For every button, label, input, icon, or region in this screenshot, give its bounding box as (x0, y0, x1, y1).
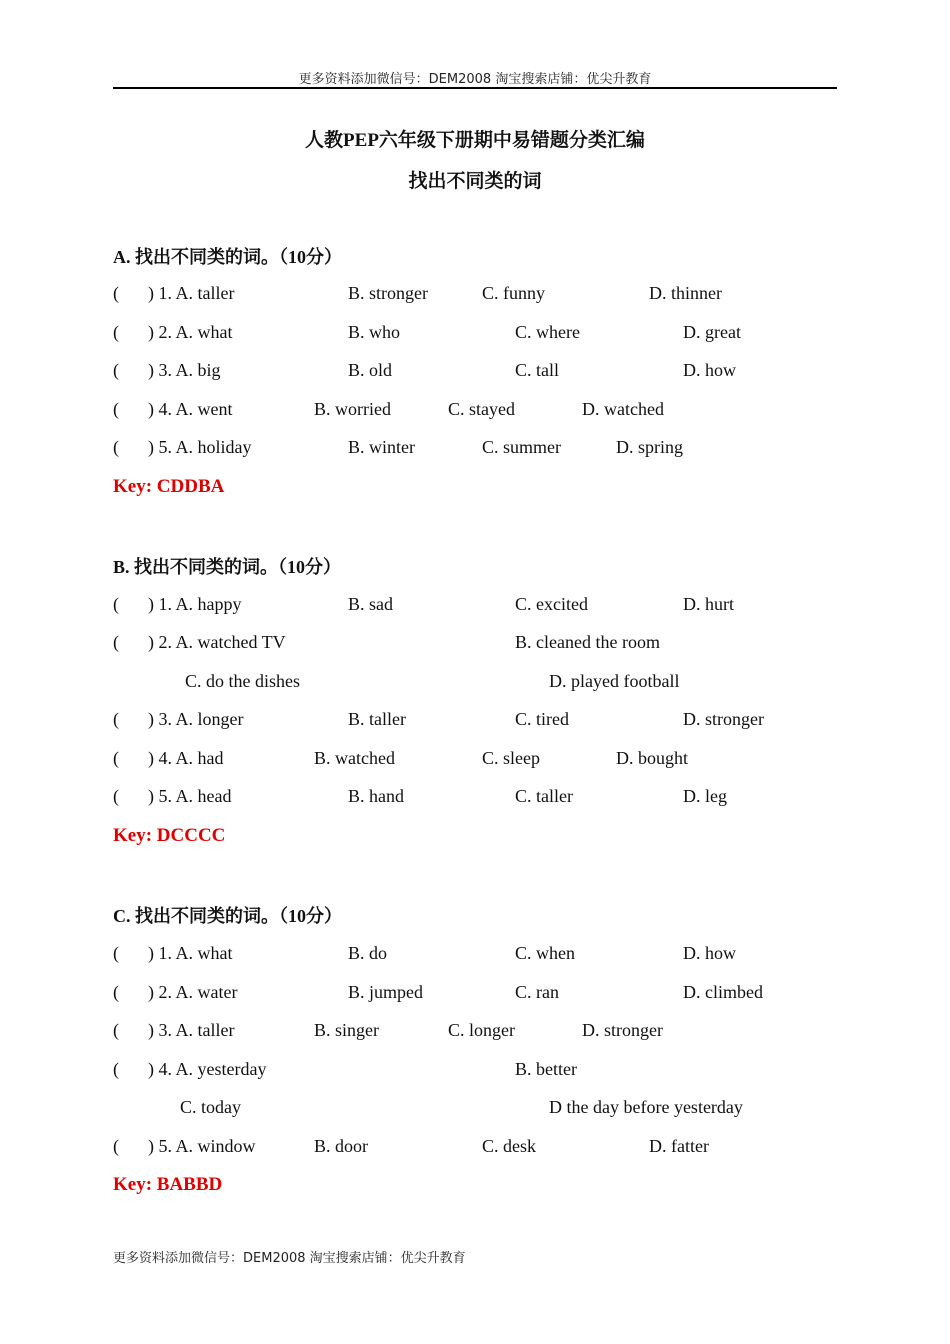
option-b: B. sad (348, 594, 393, 614)
option-b: B. better (515, 1059, 577, 1079)
answer-paren[interactable]: ( (113, 786, 119, 806)
option-d: D. spring (616, 437, 683, 457)
option-a: ) 2. A. water (148, 982, 238, 1002)
option-d: D. great (683, 322, 741, 342)
option-c: C. taller (515, 786, 573, 806)
option-b: B. door (314, 1136, 368, 1156)
option-a: ) 4. A. had (148, 748, 224, 768)
option-d: D. how (683, 360, 736, 380)
option-c: C. tall (515, 360, 559, 380)
section-c-heading: C. 找出不同类的词。（10分） (113, 906, 342, 926)
option-c: C. when (515, 943, 575, 963)
page-header: 更多资料添加微信号：DEM2008 淘宝搜索店铺：优尖升教育 (298, 72, 652, 87)
answer-paren[interactable]: ( (113, 360, 119, 380)
option-d: D. climbed (683, 982, 763, 1002)
answer-paren[interactable]: ( (113, 399, 119, 419)
page-footer: 更多资料添加微信号：DEM2008 淘宝搜索店铺：优尖升教育 (113, 1251, 466, 1266)
option-c: C. excited (515, 594, 588, 614)
option-d: D. played football (549, 671, 680, 691)
option-b: B. hand (348, 786, 404, 806)
option-a: ) 5. A. window (148, 1136, 256, 1156)
option-c: C. sleep (482, 748, 540, 768)
option-c: C. do the dishes (185, 671, 300, 691)
option-d: D. fatter (649, 1136, 709, 1156)
answer-paren[interactable]: ( (113, 943, 119, 963)
option-a: ) 2. A. what (148, 322, 233, 342)
option-d: D. stronger (582, 1020, 663, 1040)
option-c: C. today (180, 1097, 241, 1117)
option-c: C. funny (482, 283, 545, 303)
option-c: C. stayed (448, 399, 515, 419)
option-a: ) 1. A. what (148, 943, 233, 963)
answer-paren[interactable]: ( (113, 437, 119, 457)
option-d: D. thinner (649, 283, 722, 303)
option-c: C. longer (448, 1020, 515, 1040)
option-b: B. jumped (348, 982, 423, 1002)
option-b: B. singer (314, 1020, 379, 1040)
option-b: B. winter (348, 437, 415, 457)
document-subtitle: 找出不同类的词 (408, 171, 542, 192)
option-a: ) 4. A. went (148, 399, 233, 419)
option-b: B. do (348, 943, 388, 963)
option-d: D the day before yesterday (549, 1097, 743, 1117)
option-c: C. where (515, 322, 580, 342)
option-c: C. ran (515, 982, 559, 1002)
option-d: D. stronger (683, 709, 764, 729)
option-b: B. worried (314, 399, 391, 419)
option-b: B. cleaned the room (515, 632, 660, 652)
answer-paren[interactable]: ( (113, 1059, 119, 1079)
header-rule (113, 87, 837, 89)
option-b: B. who (348, 322, 401, 342)
option-b: B. stronger (348, 283, 428, 303)
section-b-heading: B. 找出不同类的词。（10分） (113, 557, 342, 577)
option-b: B. watched (314, 748, 395, 768)
answer-paren[interactable]: ( (113, 594, 119, 614)
answer-paren[interactable]: ( (113, 283, 119, 303)
option-c: C. summer (482, 437, 561, 457)
option-a: ) 2. A. watched TV (148, 632, 286, 652)
section-c-key: Key: BABBD (113, 1174, 223, 1195)
option-d: D. hurt (683, 594, 734, 614)
option-a: ) 3. A. taller (148, 1020, 235, 1040)
option-a: ) 3. A. big (148, 360, 221, 380)
section-a-key: Key: CDDBA (113, 476, 225, 497)
section-a-heading: A. 找出不同类的词。（10分） (113, 247, 342, 267)
option-b: B. taller (348, 709, 406, 729)
answer-paren[interactable]: ( (113, 982, 119, 1002)
option-c: C. desk (482, 1136, 536, 1156)
answer-paren[interactable]: ( (113, 322, 119, 342)
option-d: D. how (683, 943, 736, 963)
option-a: ) 5. A. head (148, 786, 232, 806)
answer-paren[interactable]: ( (113, 748, 119, 768)
option-a: ) 3. A. longer (148, 709, 244, 729)
option-a: ) 4. A. yesterday (148, 1059, 267, 1079)
section-b-key: Key: DCCCC (113, 825, 226, 846)
option-a: ) 1. A. happy (148, 594, 242, 614)
option-a: ) 5. A. holiday (148, 437, 252, 457)
option-c: C. tired (515, 709, 569, 729)
answer-paren[interactable]: ( (113, 1020, 119, 1040)
answer-paren[interactable]: ( (113, 632, 119, 652)
answer-paren[interactable]: ( (113, 709, 119, 729)
document-title: 人教PEP六年级下册期中易错题分类汇编 (305, 130, 645, 151)
option-d: D. watched (582, 399, 664, 419)
answer-paren[interactable]: ( (113, 1136, 119, 1156)
option-b: B. old (348, 360, 393, 380)
option-a: ) 1. A. taller (148, 283, 235, 303)
option-d: D. bought (616, 748, 688, 768)
option-d: D. leg (683, 786, 727, 806)
